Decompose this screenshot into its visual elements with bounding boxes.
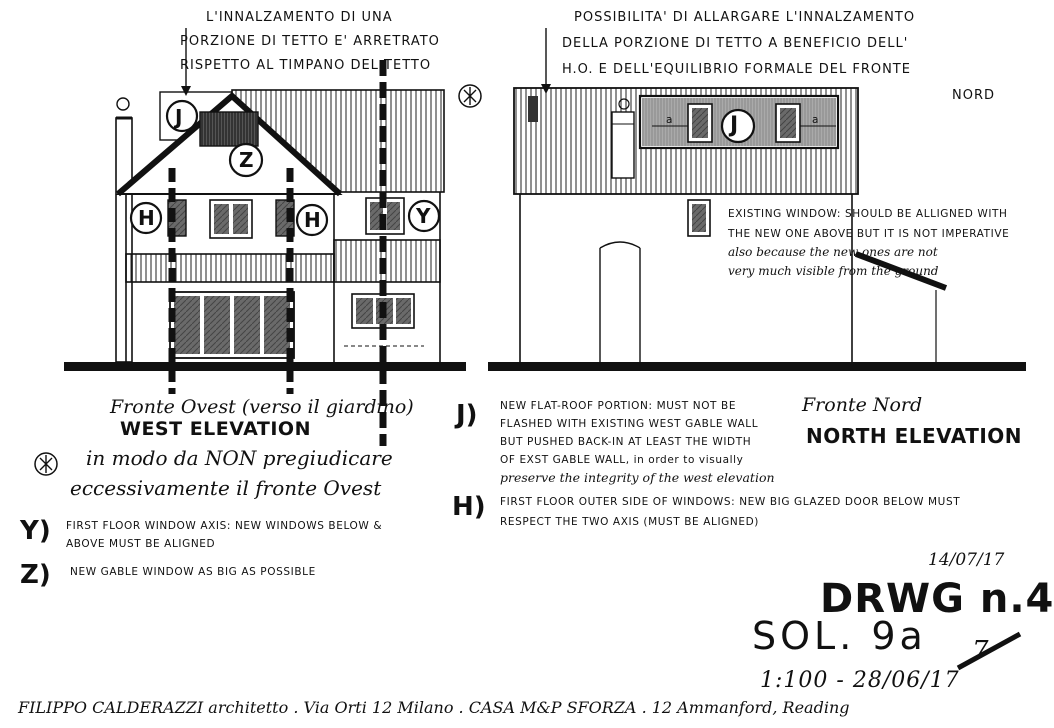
north-note-line4: NORD [952, 88, 995, 103]
strike-line [958, 634, 1020, 668]
dim-a-left: a [666, 114, 674, 126]
north-note-line1: POSSIBILITA' DI ALLARGARE L'INNALZAMENTO [574, 10, 916, 25]
north-note-line2: DELLA PORZIONE DI TETTO A BENEFICIO DELL' [562, 36, 909, 51]
legend-y-line2: ABOVE MUST BE ALIGNED [66, 538, 216, 550]
legend-z-letter: Z) [20, 560, 51, 590]
north-title-english: NORTH ELEVATION [806, 424, 1023, 448]
west-gable-window [200, 112, 258, 146]
marker-y: Y [416, 204, 431, 228]
north-title-italian: Fronte Nord [802, 394, 923, 416]
west-balcony-right [334, 240, 440, 282]
asterisk-note-line1: in modo da NON pregiudicare [86, 446, 393, 470]
dim-a-right: a [812, 114, 820, 126]
west-title-italian: Fronte Ovest (verso il giardino) [110, 396, 414, 418]
scale-date: 1:100 - 28/06/17 [760, 668, 960, 693]
legend-z-line1: NEW GABLE WINDOW AS BIG AS POSSIBLE [70, 566, 316, 578]
west-elevation-drawing [64, 28, 481, 446]
west-note-line1: L'INNALZAMENTO DI UNA [206, 10, 393, 25]
legend-j-line3: BUT PUSHED BACK-IN AT LEAST THE WIDTH [500, 436, 752, 448]
west-note-line2: PORZIONE DI TETTO E' ARRETRATO [180, 34, 440, 49]
struck-number: 7 [972, 636, 989, 666]
west-ground-line [64, 362, 466, 371]
existing-note-line2: THE NEW ONE ABOVE BUT IT IS NOT IMPERATIVE [728, 228, 1010, 240]
legend-j-line1: NEW FLAT-ROOF PORTION: MUST NOT BE [500, 400, 737, 412]
legend-h-letter: H) [452, 492, 486, 522]
legend-j-line5: preserve the integrity of the west elevation [500, 470, 775, 485]
existing-note-line4: very much visible from the ground [728, 264, 939, 278]
legend-j-line4: OF EXST GABLE WALL, in order to visually [500, 454, 744, 466]
legend-h-line1: FIRST FLOOR OUTER SIDE OF WINDOWS: NEW BIG GLAZED DOOR BELOW MUST [500, 496, 961, 508]
existing-note-line3: also because the new ones are not [728, 245, 938, 259]
legend-y-line1: FIRST FLOOR WINDOW AXIS: NEW WINDOWS BELOW & [66, 520, 383, 532]
date-top: 14/07/17 [928, 550, 1005, 570]
marker-h-left: H [138, 206, 155, 230]
legend-j-letter: J) [456, 400, 478, 430]
marker-h-right: H [304, 208, 321, 232]
north-note-line3: H.O. E DELL'EQUILIBRIO FORMALE DEL FRONTE [562, 62, 911, 77]
marker-j-west: J [175, 105, 183, 129]
north-ground-line [488, 362, 1026, 371]
legend-j-line2: FLASHED WITH EXISTING WEST GABLE WALL [500, 418, 759, 430]
marker-z: Z [239, 148, 254, 172]
legend-h-line2: RESPECT THE TWO AXIS (MUST BE ALIGNED) [500, 516, 759, 528]
drawing-number: DRWG n.4 [820, 576, 1054, 622]
west-title-english: WEST ELEVATION [120, 418, 311, 440]
footer-credit: FILIPPO CALDERAZZI architetto . Via Orti 12 Milano . CASA M&P SFORZA . 12 Ammanford, Reading [18, 698, 850, 717]
solution-label: SOL. 9a [752, 614, 927, 658]
north-elevation-drawing [488, 28, 1026, 371]
asterisk-note-line2: eccessivamente il fronte Ovest [70, 476, 382, 500]
marker-j-north: J [730, 113, 739, 138]
legend-y-letter: Y) [20, 516, 51, 546]
west-note-line3: RISPETTO AL TIMPANO DEL TETTO [180, 58, 432, 73]
existing-note-line1: EXISTING WINDOW: SHOULD BE ALLIGNED WITH [728, 208, 1008, 220]
west-chimney [116, 118, 132, 362]
west-balcony-left [126, 254, 334, 282]
